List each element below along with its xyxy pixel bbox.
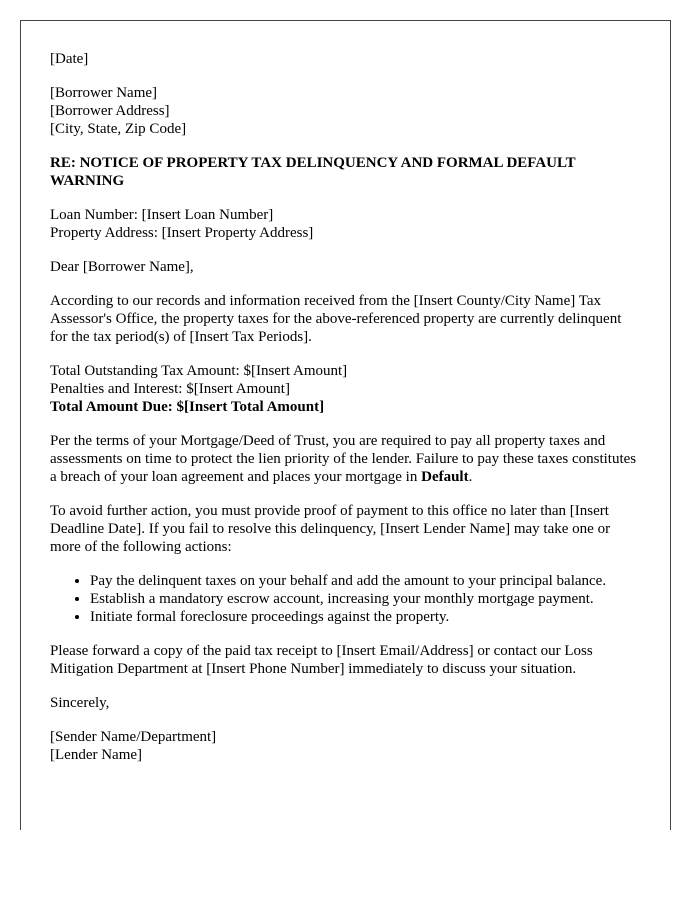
signature-block	[50, 728, 670, 764]
salutation: Dear [Borrower Name],	[50, 259, 194, 275]
property-address: Property Address: [Insert Property Address]	[50, 225, 314, 241]
reference-block	[50, 206, 670, 242]
terms-end: .	[468, 469, 473, 485]
intro-paragraph: According to our records and information received from the [Insert County/City Name] Tax Assessor's Office, the property taxes for the above-referenced property are currently delinquent for the tax period(s) of [Insert Tax Periods].	[50, 293, 622, 345]
letter-date: [Date]	[50, 51, 89, 67]
total-amount-due: Total Amount Due: $[Insert Total Amount]	[50, 399, 325, 415]
action-item: • Initiate formal foreclosure proceedings against the property.	[90, 608, 650, 626]
loan-number: Loan Number: [Insert Loan Number]	[50, 207, 274, 223]
letter-page	[20, 20, 671, 830]
outstanding-amount: Total Outstanding Tax Amount: $[Insert Amount]	[50, 363, 348, 379]
action-item: • Pay the delinquent taxes on your behalf and add the amount to your principal balance.	[90, 572, 650, 590]
terms-paragraph	[50, 432, 640, 486]
penalties-amount: Penalties and Interest: $[Insert Amount]	[50, 381, 290, 397]
actions-list	[50, 572, 650, 626]
lender-name: [Lender Name]	[50, 747, 143, 763]
recipient-address: [Borrower Address]	[50, 103, 170, 119]
default-emphasis: Default	[421, 469, 469, 485]
recipient-city-state-zip: [City, State, Zip Code]	[50, 121, 187, 137]
recipient-block	[50, 84, 670, 138]
closing: Sincerely,	[50, 695, 110, 711]
subject-line: RE: NOTICE OF PROPERTY TAX DELINQUENCY AND FORMAL DEFAULT WARNING	[50, 155, 576, 189]
action-item: • Establish a mandatory escrow account, increasing your monthly mortgage payment.	[90, 590, 650, 608]
recipient-name: [Borrower Name]	[50, 85, 158, 101]
amounts-block	[50, 362, 670, 416]
sender-name: [Sender Name/Department]	[50, 729, 217, 745]
contact-paragraph: Please forward a copy of the paid tax receipt to [Insert Email/Address] or contact our Loss Mitigation Department at [Insert Phone Number] immediately to discuss your situation.	[50, 643, 593, 677]
action-paragraph: To avoid further action, you must provide proof of payment to this office no later than [Insert Deadline Date]. If you fail to resolve this delinquency, [Insert Lender Name] may take one or more of the following actions:	[50, 503, 611, 555]
terms-text: Per the terms of your Mortgage/Deed of Trust, you are required to pay all property taxes and assessments on time to protect the lien priority of the lender. Failure to pay these taxes constitutes a breach of your loan agreement and places your mortgage in	[50, 433, 637, 485]
